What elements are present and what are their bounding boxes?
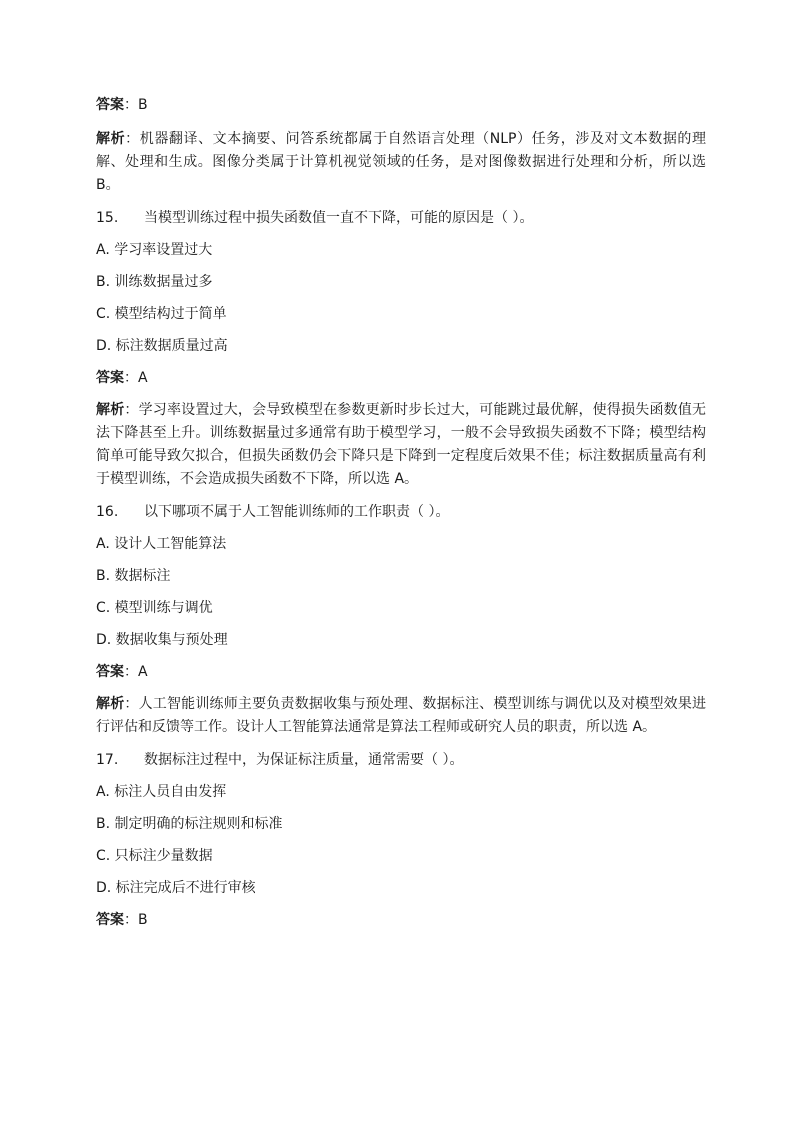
question-stem bbox=[96, 749, 706, 771]
option-b: B. 数据标注 bbox=[96, 568, 171, 584]
analysis-paragraph bbox=[96, 693, 706, 739]
question-text: 数据标注过程中，为保证标注质量，通常需要（ ）。 bbox=[144, 752, 464, 768]
analysis-text: 机器翻译、文本摘要、问答系统都属于自然语言处理（NLP）任务，涉及对文本数据的理解、处理和生成。图像分类属于计算机视觉领域的任务，是对图像数据进行处理和分析，所以选 B。 bbox=[96, 131, 707, 193]
answer-line bbox=[96, 909, 706, 931]
option-d: D. 数据收集与预处理 bbox=[96, 632, 228, 648]
option-b: B. 制定明确的标注规则和标准 bbox=[96, 816, 283, 832]
option-b: B. 训练数据量过多 bbox=[96, 274, 213, 290]
answer-value: B bbox=[138, 97, 148, 113]
answer-line bbox=[96, 661, 706, 683]
option-a: A. 标注人员自由发挥 bbox=[96, 784, 227, 800]
analysis-paragraph bbox=[96, 399, 706, 491]
analysis-paragraph bbox=[96, 128, 706, 197]
option-c: C. 模型结构过于简单 bbox=[96, 306, 227, 322]
question-stem bbox=[96, 501, 706, 523]
colon: ： bbox=[124, 402, 139, 418]
analysis-label: 解析 bbox=[96, 131, 126, 147]
question-number: 17. bbox=[96, 752, 119, 768]
question-text: 以下哪项不属于人工智能训练师的工作职责（ ）。 bbox=[144, 504, 450, 520]
option-a: A. 学习率设置过大 bbox=[96, 242, 213, 258]
question-number: 16. bbox=[96, 504, 119, 520]
option-c: C. 模型训练与调优 bbox=[96, 600, 213, 616]
question-text: 当模型训练过程中损失函数值一直不下降，可能的原因是（ ）。 bbox=[144, 210, 534, 226]
colon: ： bbox=[124, 696, 139, 712]
colon: ： bbox=[124, 912, 138, 928]
option-a: A. 设计人工智能算法 bbox=[96, 536, 227, 552]
option-d: D. 标注数据质量过高 bbox=[96, 338, 228, 354]
colon: ： bbox=[125, 131, 140, 147]
answer-label: 答案 bbox=[96, 370, 124, 386]
question-number: 15. bbox=[96, 210, 119, 226]
analysis-label: 解析 bbox=[96, 696, 125, 712]
answer-label: 答案 bbox=[96, 97, 124, 113]
colon: ： bbox=[124, 664, 138, 680]
analysis-text: 人工智能训练师主要负责数据收集与预处理、数据标注、模型训练与调优以及对模型效果进行评估和反馈等工作。设计人工智能算法通常是算法工程师或研究人员的职责，所以选 A。 bbox=[96, 696, 707, 735]
colon: ： bbox=[124, 370, 138, 386]
document-page bbox=[96, 94, 706, 941]
answer-line bbox=[96, 367, 706, 389]
question-stem bbox=[96, 207, 706, 229]
analysis-text: 学习率设置过大，会导致模型在参数更新时步长过大，可能跳过最优解，使得损失函数值无法下降甚至上升。训练数据量过多通常有助于模型学习，一般不会导致损失函数不下降；模型结构简单可能导致欠拟合，但损失函数仍会下降只是下降到一定程度后效果不佳；标注数据质量高有利于模型训练，不会造成损失函数不下降，所以选 A。 bbox=[96, 402, 707, 487]
answer-value: A bbox=[138, 370, 148, 386]
analysis-label: 解析 bbox=[96, 402, 125, 418]
answer-value: A bbox=[138, 664, 148, 680]
option-c: C. 只标注少量数据 bbox=[96, 848, 213, 864]
option-d: D. 标注完成后不进行审核 bbox=[96, 880, 256, 896]
answer-value: B bbox=[138, 912, 148, 928]
answer-label: 答案 bbox=[96, 664, 124, 680]
answer-label: 答案 bbox=[96, 912, 124, 928]
answer-line bbox=[96, 94, 706, 116]
colon: ： bbox=[124, 97, 138, 113]
